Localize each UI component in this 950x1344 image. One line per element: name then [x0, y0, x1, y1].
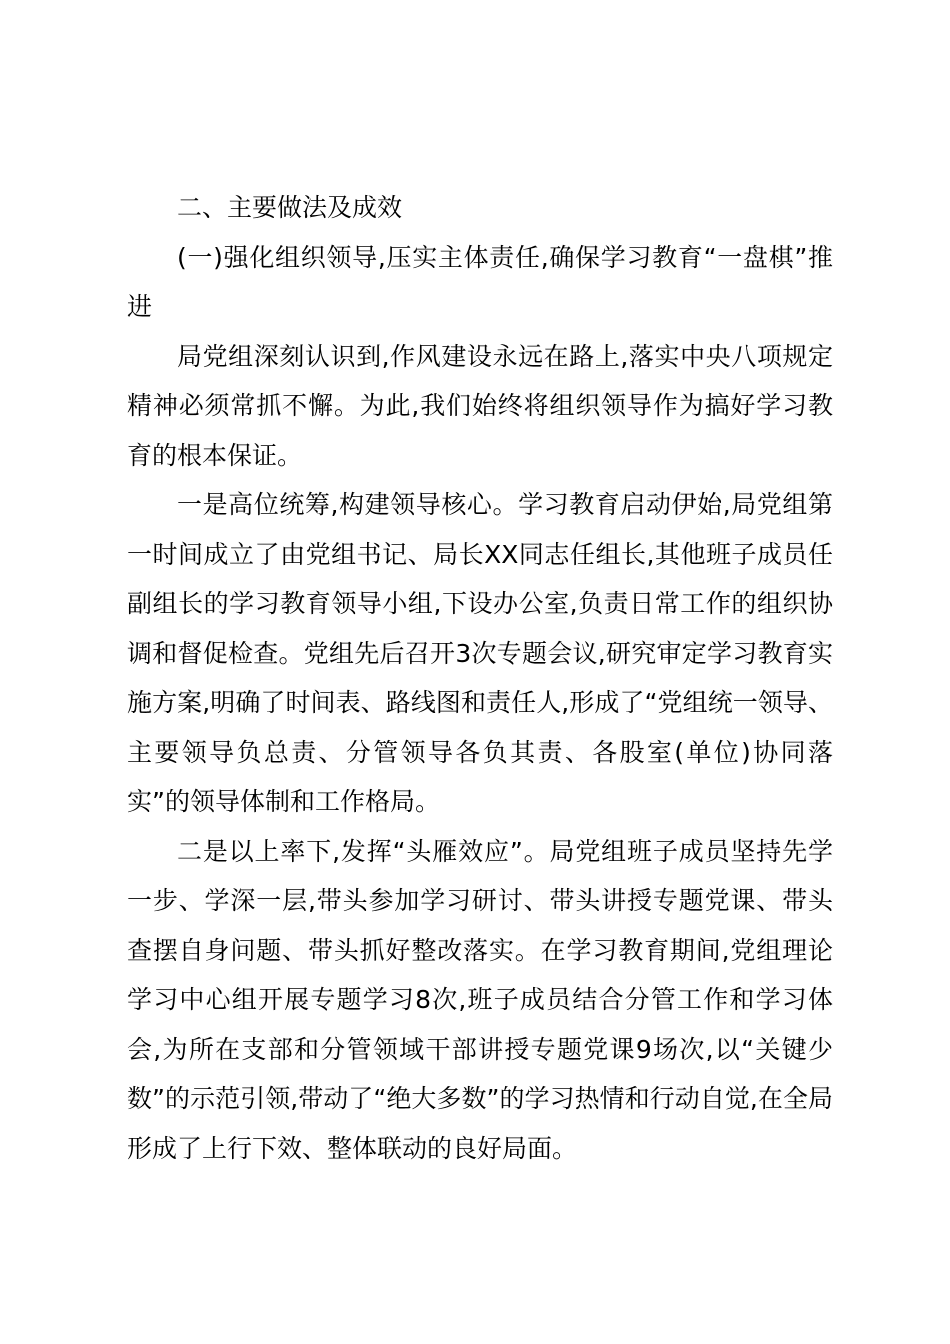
body-paragraph: 二是以上率下,发挥“头雁效应”。局党组班子成员坚持先学一步、学深一层,带头参加学习研讨、带头讲授专题党课、带头查摆自身问题、带头抓好整改落实。在学习教育期间,党组理论学习中心组开展专题学习8次,班子成员结合分管工作和学习体会,为所在支部和分管领域干部讲授专题党课9场次,以“关键少数”的示范引领,带动了“绝大多数”的学习热情和行动自觉,在全局形成了上行下效、整体联动的良好局面。: [127, 836, 833, 1163]
section-heading: 二、主要做法及成效: [177, 193, 403, 222]
document-body: [127, 183, 833, 1173]
body-paragraph: 一是高位统筹,构建领导核心。学习教育启动伊始,局党组第一时间成立了由党组书记、局长XX同志任组长,其他班子成员任副组长的学习教育领导小组,下设办公室,负责日常工作的组织协调和督促检查。党组先后召开3次专题会议,研究审定学习教育实施方案,明确了时间表、路线图和责任人,形成了“党组统一领导、主要领导负总责、分管领导各负其责、各股室(单位)协同落实”的领导体制和工作格局。: [127, 490, 833, 816]
body-paragraph: 局党组深刻认识到,作风建设永远在路上,落实中央八项规定精神必须常抓不懈。为此,我们始终将组织领导作为搞好学习教育的根本保证。: [127, 341, 833, 470]
subsection-heading: (一)强化组织领导,压实主体责任,确保学习教育“一盘棋”推进: [127, 242, 833, 321]
